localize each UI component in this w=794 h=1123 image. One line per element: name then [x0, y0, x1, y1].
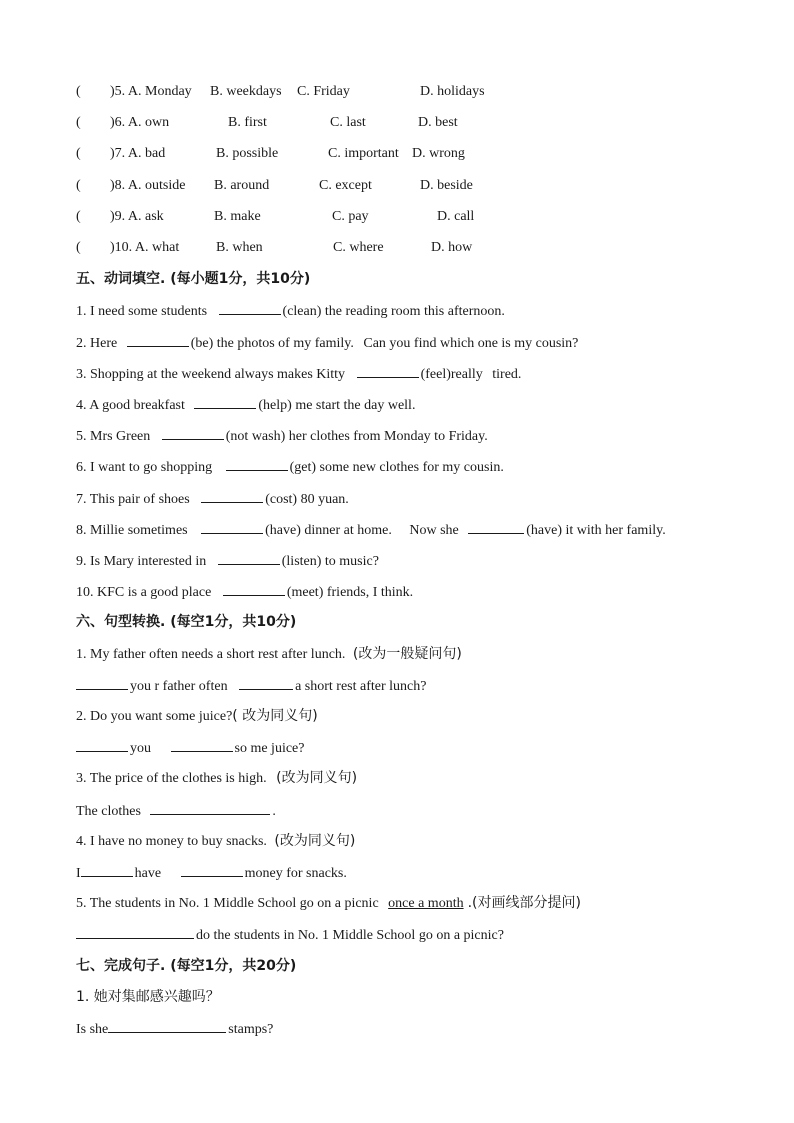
- mc-option-d: D. best: [418, 115, 458, 130]
- verb-hint: (listen): [281, 554, 322, 569]
- answer-text: you: [130, 741, 151, 756]
- section-6-heading: 六、句型转换. (每空1分，共10分): [76, 614, 297, 630]
- underlined-phrase: once a month: [388, 896, 464, 911]
- mc-option-b: B. make: [214, 209, 261, 224]
- complete-answer-1: [76, 1017, 273, 1039]
- transform-question-3: [76, 767, 357, 789]
- mc-option-c: C. pay: [332, 209, 369, 224]
- answer-text: have: [134, 866, 162, 881]
- answer-paren[interactable]: (: [76, 115, 81, 130]
- answer-paren[interactable]: (: [76, 178, 81, 193]
- mc-option-d: D. how: [431, 240, 473, 255]
- answer-blank[interactable]: [108, 1017, 226, 1033]
- answer-paren[interactable]: (: [76, 209, 81, 224]
- mc-option-a: )6. A. own: [110, 115, 170, 130]
- question-text: 4. A good breakfast: [76, 398, 185, 413]
- transform-question-4: [76, 830, 355, 852]
- answer-text: I: [76, 866, 81, 881]
- mc-option-b: B. weekdays: [210, 84, 282, 99]
- answer-paren[interactable]: (: [76, 84, 81, 99]
- answer-blank[interactable]: [76, 923, 194, 939]
- answer-blank[interactable]: [226, 455, 288, 471]
- question-text: 6. I want to go shopping: [76, 460, 213, 475]
- instruction-note: ( 改为同义句): [232, 708, 318, 724]
- answer-blank[interactable]: [239, 674, 293, 690]
- question-text: 9. Is Mary interested in: [76, 554, 207, 569]
- mc-option-a: )10. A. what: [110, 240, 180, 255]
- verb-hint: (meet): [286, 585, 324, 600]
- verb-question-3: [76, 362, 521, 384]
- answer-text: so me juice?: [234, 741, 305, 756]
- answer-blank[interactable]: [219, 299, 281, 315]
- answer-text: Is she: [76, 1022, 109, 1037]
- mc-option-b: B. first: [228, 115, 267, 130]
- instruction-note: (改为同义句): [276, 770, 358, 786]
- verb-hint: (be) the photos of my family.: [190, 336, 354, 351]
- question-text: the reading room this afternoon.: [324, 304, 505, 319]
- question-text: some new clothes for my cousin.: [319, 460, 504, 475]
- question-text: 7. This pair of shoes: [76, 492, 190, 507]
- answer-text: do the students in No. 1 Middle School go on a picnic?: [196, 928, 504, 943]
- answer-blank[interactable]: [181, 861, 243, 877]
- question-text: 1. I need some students: [76, 304, 208, 319]
- verb-question-7: [76, 487, 349, 509]
- question-text: 4. I have no money to buy snacks.: [76, 834, 267, 849]
- question-text: 80 yuan.: [300, 492, 349, 507]
- verb-hint: (cost): [265, 492, 298, 507]
- verb-hint: (not wash): [225, 429, 286, 444]
- verb-question-1: [76, 299, 505, 321]
- transform-question-5: [76, 892, 581, 914]
- complete-question-1: 1. 她对集邮感兴趣吗？: [76, 989, 220, 1005]
- question-text: me start the day well.: [295, 398, 416, 413]
- question-text: 10. KFC is a good place: [76, 585, 212, 600]
- instruction-note: (改为同义句): [274, 833, 356, 849]
- answer-blank[interactable]: [171, 736, 233, 752]
- answer-text: .: [272, 804, 276, 819]
- question-text: 2. Here: [76, 336, 118, 351]
- question-text: 3. Shopping at the weekend always makes Kitty: [76, 367, 346, 382]
- instruction-note: .(对画线部分提问): [467, 895, 581, 911]
- question-text: 5. The students in No. 1 Middle School go on a picnic: [76, 896, 379, 911]
- answer-paren[interactable]: (: [76, 240, 81, 255]
- verb-question-5: [76, 424, 488, 446]
- verb-question-6: [76, 455, 504, 477]
- mc-option-b: B. around: [214, 178, 270, 193]
- transform-answer-5: [76, 923, 504, 945]
- answer-blank[interactable]: [357, 362, 419, 378]
- verb-hint: (have): [265, 523, 301, 538]
- transform-answer-3: [76, 799, 276, 821]
- mc-option-a: )5. A. Monday: [110, 84, 192, 99]
- question-text: Now she: [409, 523, 459, 538]
- mc-option-c: C. Friday: [297, 84, 350, 99]
- answer-blank[interactable]: [218, 549, 280, 565]
- question-text: 2. Do you want some juice?: [76, 709, 233, 724]
- section-7-heading: 七、完成句子. (每空1分，共20分): [76, 958, 297, 974]
- question-text: her clothes from Monday to Friday.: [288, 429, 488, 444]
- answer-blank[interactable]: [127, 331, 189, 347]
- verb-question-4: [76, 393, 415, 415]
- verb-question-10: [76, 580, 413, 602]
- answer-text: you r father often: [130, 679, 228, 694]
- answer-blank[interactable]: [150, 799, 270, 815]
- mc-option-c: C. except: [319, 178, 372, 193]
- question-text: tired.: [492, 367, 522, 382]
- mc-option-c: C. important: [328, 146, 399, 161]
- answer-blank[interactable]: [468, 518, 524, 534]
- mc-option-d: D. holidays: [420, 84, 485, 99]
- section-5-heading: 五、动词填空. (每小题1分，共10分): [76, 271, 311, 287]
- answer-text: a short rest after lunch?: [295, 679, 427, 694]
- mc-option-a: )7. A. bad: [110, 146, 166, 161]
- answer-blank[interactable]: [194, 393, 256, 409]
- verb-question-8: [76, 518, 666, 540]
- mc-option-a: )9. A. ask: [110, 209, 164, 224]
- transform-answer-2: [76, 736, 304, 758]
- transform-question-2: [76, 705, 318, 727]
- verb-hint: (clean): [282, 304, 322, 319]
- answer-text: The clothes: [76, 804, 141, 819]
- verb-hint: (get): [289, 460, 317, 475]
- transform-answer-4: [76, 861, 347, 883]
- question-text: 3. The price of the clothes is high.: [76, 771, 267, 786]
- mc-option-d: D. wrong: [412, 146, 465, 161]
- verb-question-9: [76, 549, 379, 571]
- answer-blank[interactable]: [223, 580, 285, 596]
- question-text: Can you find which one is my cousin?: [363, 336, 579, 351]
- mc-option-b: B. when: [216, 240, 263, 255]
- question-text: 1. My father often needs a short rest after lunch.: [76, 647, 346, 662]
- instruction-note: (改为一般疑问句): [352, 646, 462, 662]
- mc-option-c: C. last: [330, 115, 366, 130]
- verb-question-2: [76, 331, 578, 353]
- question-text: it with her family.: [565, 523, 666, 538]
- question-text: 8. Millie sometimes: [76, 523, 188, 538]
- mc-option-a: )8. A. outside: [110, 178, 186, 193]
- verb-hint: (help): [258, 398, 292, 413]
- verb-hint: (feel)really: [420, 367, 483, 382]
- answer-blank[interactable]: [76, 736, 128, 752]
- answer-text: stamps?: [228, 1022, 274, 1037]
- question-text: to music?: [324, 554, 379, 569]
- mc-option-d: D. beside: [420, 178, 473, 193]
- answer-blank[interactable]: [201, 487, 263, 503]
- mc-option-d: D. call: [437, 209, 475, 224]
- mc-option-b: B. possible: [216, 146, 279, 161]
- transform-question-1: [76, 643, 462, 665]
- answer-paren[interactable]: (: [76, 146, 81, 161]
- answer-blank[interactable]: [81, 861, 133, 877]
- answer-blank[interactable]: [201, 518, 263, 534]
- answer-blank[interactable]: [162, 424, 224, 440]
- mc-option-c: C. where: [333, 240, 384, 255]
- question-text: dinner at home.: [304, 523, 392, 538]
- verb-hint: (have): [526, 523, 563, 538]
- transform-answer-1: [76, 674, 426, 696]
- question-text: friends, I think.: [326, 585, 414, 600]
- answer-blank[interactable]: [76, 674, 128, 690]
- question-text: 5. Mrs Green: [76, 429, 151, 444]
- answer-text: money for snacks.: [244, 866, 347, 881]
